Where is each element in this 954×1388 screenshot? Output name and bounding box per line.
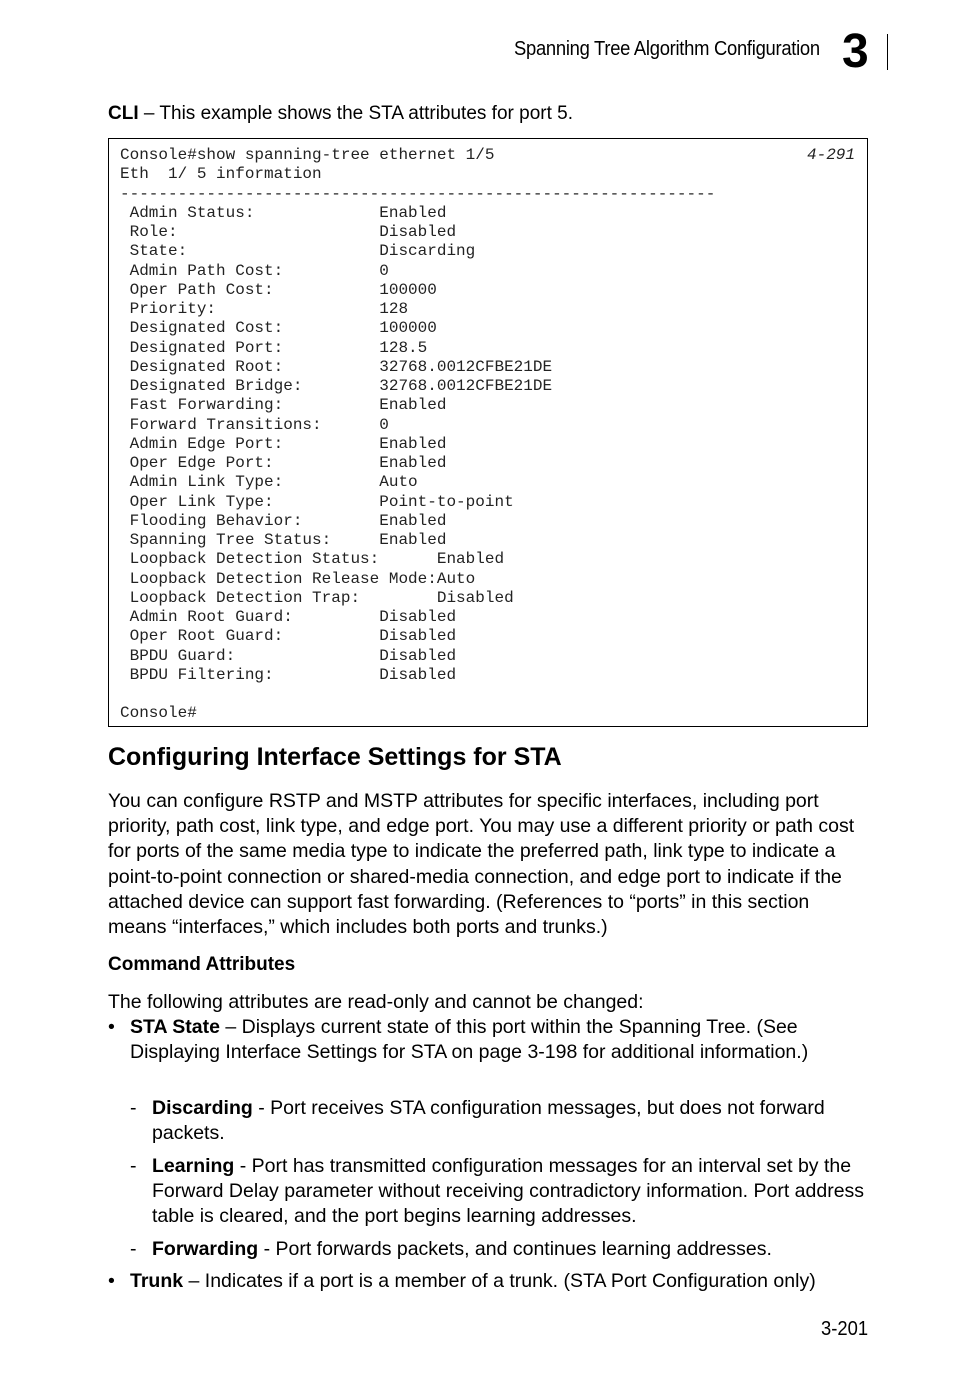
code-line: Admin Status: Enabled xyxy=(120,203,447,222)
section-heading: Configuring Interface Settings for STA xyxy=(108,743,562,771)
code-line: Oper Edge Port: Enabled xyxy=(120,454,447,472)
command-page-reference: 4-291 xyxy=(806,146,855,164)
bullet-term: STA State xyxy=(130,1016,220,1038)
page-number: 3-201 xyxy=(821,1318,869,1340)
code-line: Fast Forwarding: Enabled xyxy=(120,396,447,415)
bullet-marker: • xyxy=(108,1016,115,1038)
state-description: - Port forwards packets, and continues learning addresses. xyxy=(258,1238,772,1260)
state-description: - Port has transmitted configuration messages for an interval set by the Forward Delay parameter without receiving contradictory information. Port address table is cleared, and the port begins learning addresses. xyxy=(152,1155,865,1228)
dash-marker: - xyxy=(130,1238,137,1260)
code-line: Oper Root Guard: Disabled xyxy=(120,627,457,646)
bullet-term: Trunk xyxy=(130,1270,184,1292)
state-term: Discarding xyxy=(152,1097,253,1119)
dash-marker: - xyxy=(130,1097,137,1119)
code-line: Console#show spanning-tree ethernet 1/5 xyxy=(120,146,495,164)
code-listing xyxy=(120,146,715,724)
code-line: Admin Edge Port: Enabled xyxy=(120,434,447,453)
code-line: BPDU Guard: Disabled xyxy=(120,646,457,665)
code-line: Admin Path Cost: 0 xyxy=(120,261,389,280)
cli-intro-text: – This example shows the STA attributes for port 5. xyxy=(138,103,574,124)
cli-label: CLI xyxy=(108,103,139,124)
code-line: Admin Link Type: Auto xyxy=(120,473,418,492)
code-line: Admin Root Guard: Disabled xyxy=(120,608,457,626)
command-attributes-heading: Command Attributes xyxy=(108,954,296,975)
code-line: Loopback Detection Release Mode:Auto xyxy=(120,569,476,588)
state-description: - Port receives STA configuration messages, but does not forward packets. xyxy=(152,1097,825,1145)
code-line: Designated Root: 32768.0012CFBE21DE xyxy=(120,357,553,376)
code-line: Forward Transitions: 0 xyxy=(120,415,389,434)
code-line: Spanning Tree Status: Enabled xyxy=(120,531,447,549)
code-line: BPDU Filtering: Disabled xyxy=(120,665,457,684)
bullet-marker: • xyxy=(108,1270,115,1292)
code-line: Console# xyxy=(120,704,197,723)
code-line: State: Discarding xyxy=(120,242,476,261)
code-line: Role: Disabled xyxy=(120,223,457,241)
code-line: Loopback Detection Trap: Disabled xyxy=(120,588,514,607)
code-line: Designated Bridge: 32768.0012CFBE21DE xyxy=(120,377,553,395)
readonly-intro: The following attributes are read-only and cannot be changed: xyxy=(108,991,644,1013)
bullet-description: – Indicates if a port is a member of a trunk. (STA Port Configuration only) xyxy=(183,1270,816,1292)
section-intro-paragraph: You can configure RSTP and MSTP attributes for specific interfaces, including port priority, path cost, link type, and edge port. You may use a different priority or path cost for ports of the same media type to indicate the preferred path, link type to indicate a point-to-point connection or shared-media connection, and edge port to indicate if the attached device can support fast forwarding. (References to “ports” in this section means “interfaces,” which includes both ports and trunks.) xyxy=(108,790,855,939)
chapter-divider xyxy=(887,34,888,70)
state-term: Learning xyxy=(152,1155,235,1177)
code-line: Flooding Behavior: Enabled xyxy=(120,511,447,530)
chapter-number: 3 xyxy=(842,25,869,78)
state-term: Forwarding xyxy=(152,1238,259,1260)
cli-intro xyxy=(108,103,573,125)
header-section-title: Spanning Tree Algorithm Configuration xyxy=(514,38,820,60)
code-line: Priority: 128 xyxy=(120,300,409,318)
code-line: -------------------------------------------------------------- xyxy=(120,184,716,203)
dash-marker: - xyxy=(130,1155,137,1177)
code-line: Oper Path Cost: 100000 xyxy=(120,280,437,299)
bullet-description: – Displays current state of this port within the Spanning Tree. (See Displaying Interface Settings for STA on page 3-198 for additional information.) xyxy=(130,1016,809,1064)
code-line: Designated Cost: 100000 xyxy=(120,319,437,338)
code-line: Loopback Detection Status: Enabled xyxy=(120,550,505,569)
code-example-box xyxy=(108,138,868,727)
code-line: Eth 1/ 5 information xyxy=(120,165,322,184)
code-line: Oper Link Type: Point-to-point xyxy=(120,492,514,511)
code-line: Designated Port: 128.5 xyxy=(120,338,428,357)
